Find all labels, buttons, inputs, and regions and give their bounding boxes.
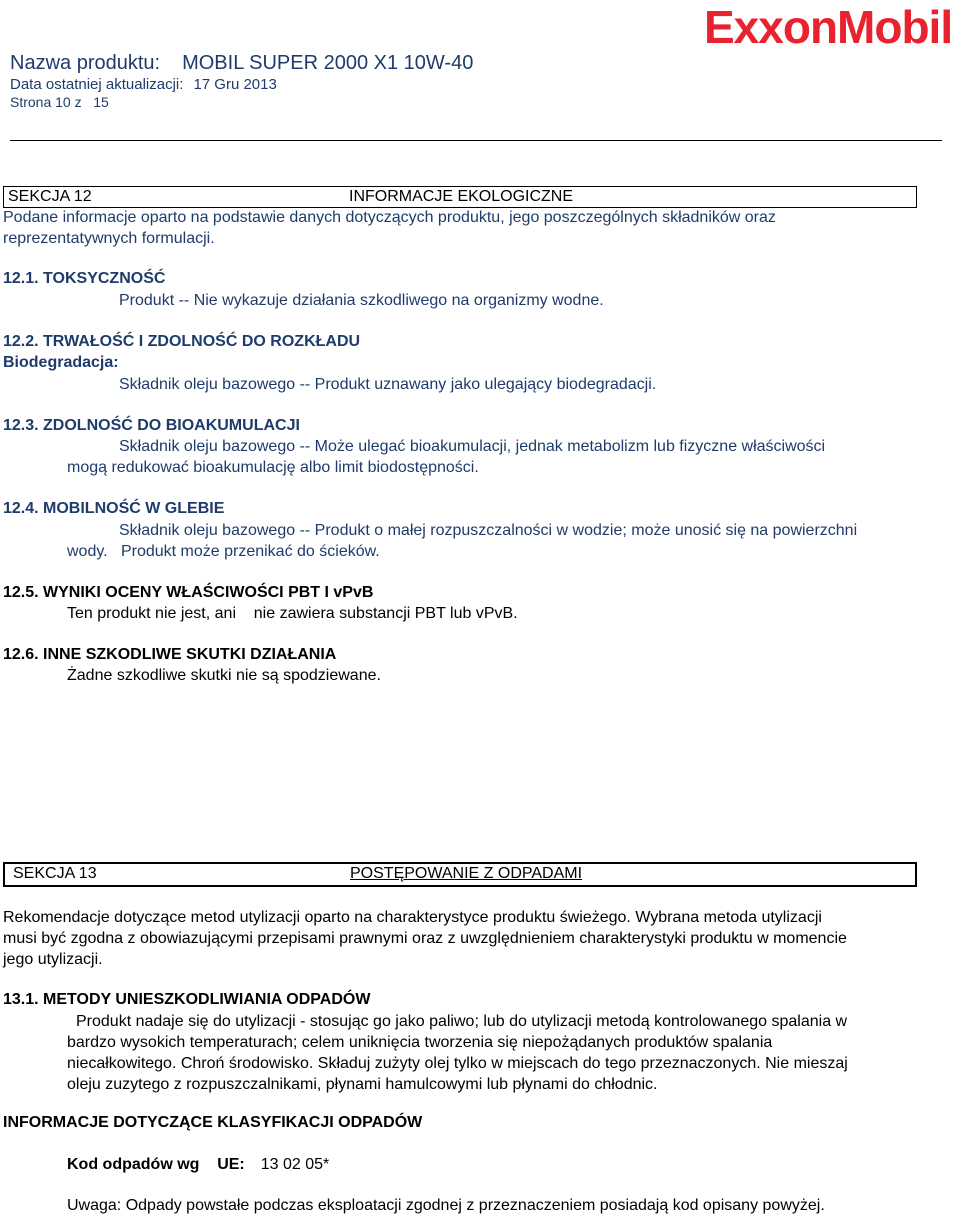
waste-code-line — [67, 1156, 329, 1174]
subsection-12-2-heading: 12.2. TRWAŁOŚĆ I ZDOLNOŚĆ DO ROZKŁADU — [3, 333, 361, 350]
section-12-title: INFORMACJE EKOLOGICZNE — [349, 188, 574, 205]
page-number: Strona 10 z 15 — [10, 94, 109, 110]
subsection-13-1-line1: Produkt nadaje się do utylizacji - stosując go jako paliwo; lub do utylizacji metodą kontrolowanego spalania w — [76, 1013, 848, 1030]
subsection-12-3-line1: Składnik oleju bazowego -- Może ulegać bioakumulacji, jednak metabolizm lub fizyczne właściwości — [119, 438, 826, 455]
subsection-12-3-heading: 12.3. ZDOLNOŚĆ DO BIOAKUMULACJI — [3, 417, 300, 434]
section-12-intro-line2: reprezentatywnych formulacji. — [3, 230, 215, 247]
section-12-intro-line1: Podane informacje oparto na podstawie danych dotyczących produktu, jego poszczególnych składników oraz — [3, 209, 776, 226]
product-name-label: Nazwa produktu: — [10, 52, 161, 74]
subsection-12-6-text: Żadne szkodliwe skutki nie są spodziewane. — [67, 667, 381, 684]
waste-code-value: 13 02 05* — [260, 1156, 330, 1173]
biodegradation-label: Biodegradacja: — [3, 354, 119, 371]
revision-date-value: 17 Gru 2013 — [193, 76, 277, 93]
subsection-12-4-line1: Składnik oleju bazowego -- Produkt o małej rozpuszczalności w wodzie; może unosić się na powierzchni — [119, 522, 858, 539]
section-13-intro-line1: Rekomendacje dotyczące metod utylizacji oparto na charakterystyce produktu świeżego. Wybrana metoda utylizacji — [3, 909, 822, 926]
subsection-12-3-line2: mogą redukować bioakumulację albo limit biodostępności. — [67, 459, 479, 476]
product-name-value: MOBIL SUPER 2000 X1 10W-40 — [182, 52, 474, 74]
subsection-12-4-line2: wody. Produkt może przenikać do ścieków. — [67, 543, 380, 560]
waste-code-note: Uwaga: Odpady powstałe podczas eksploatacji zgodnej z przeznaczeniem posiadają kod opisany powyżej. — [67, 1197, 825, 1214]
waste-code-label: Kod odpadów wg UE: — [67, 1156, 245, 1173]
section-12-header — [3, 186, 917, 208]
subsection-13-1-heading: 13.1. METODY UNIESZKODLIWIANIA ODPADÓW — [3, 991, 371, 1008]
section-13-intro-line3: jego utylizacji. — [3, 951, 103, 968]
section-13-number: SEKCJA 13 — [13, 865, 97, 882]
subsection-12-1-text: Produkt -- Nie wykazuje działania szkodliwego na organizmy wodne. — [119, 292, 604, 309]
section-13-title: POSTĘPOWANIE Z ODPADAMI — [350, 865, 583, 882]
revision-date-line — [10, 76, 277, 93]
section-13-intro-line2: musi być zgodna z obowiazującymi przepisami prawnymi oraz z uwzględnieniem charakterystyki produktu w momencie — [3, 930, 847, 947]
subsection-12-5-heading: 12.5. WYNIKI OCENY WŁAŚCIWOŚCI PBT I vPvB — [3, 584, 374, 601]
section-12-number: SEKCJA 12 — [8, 188, 92, 205]
subsection-12-1-heading: 12.1. TOKSYCZNOŚĆ — [3, 270, 166, 287]
subsection-12-4-heading: 12.4. MOBILNOŚĆ W GLEBIE — [3, 500, 225, 517]
exxonmobil-logo: ExxonMobil — [704, 1, 953, 53]
subsection-13-1-line4: oleju zuzytego z rozpuszczalnikami, płynami hamulcowymi lub płynami do chłodnic. — [67, 1076, 658, 1093]
header-divider — [10, 140, 942, 141]
subsection-13-1-line3: niecałkowitego. Chroń środowisko. Składuj zużyty olej tylko w miejscach do tego przeznaczonych. Nie mieszaj — [67, 1055, 848, 1072]
product-name-line — [10, 52, 473, 75]
section-13-header — [3, 862, 917, 887]
revision-date-label: Data ostatniej aktualizacji: — [10, 76, 184, 93]
subsection-12-5-text: Ten produkt nie jest, ani nie zawiera substancji PBT lub vPvB. — [67, 605, 518, 622]
subsection-13-1-line2: bardzo wysokich temperaturach; celem uniknięcia tworzenia się niepożądanych produktów spalania — [67, 1034, 773, 1051]
subsection-12-2-text: Składnik oleju bazowego -- Produkt uznawany jako ulegający biodegradacji. — [119, 376, 657, 393]
waste-classification-heading: INFORMACJE DOTYCZĄCE KLASYFIKACJI ODPADÓW — [3, 1114, 423, 1131]
subsection-12-6-heading: 12.6. INNE SZKODLIWE SKUTKI DZIAŁANIA — [3, 646, 337, 663]
